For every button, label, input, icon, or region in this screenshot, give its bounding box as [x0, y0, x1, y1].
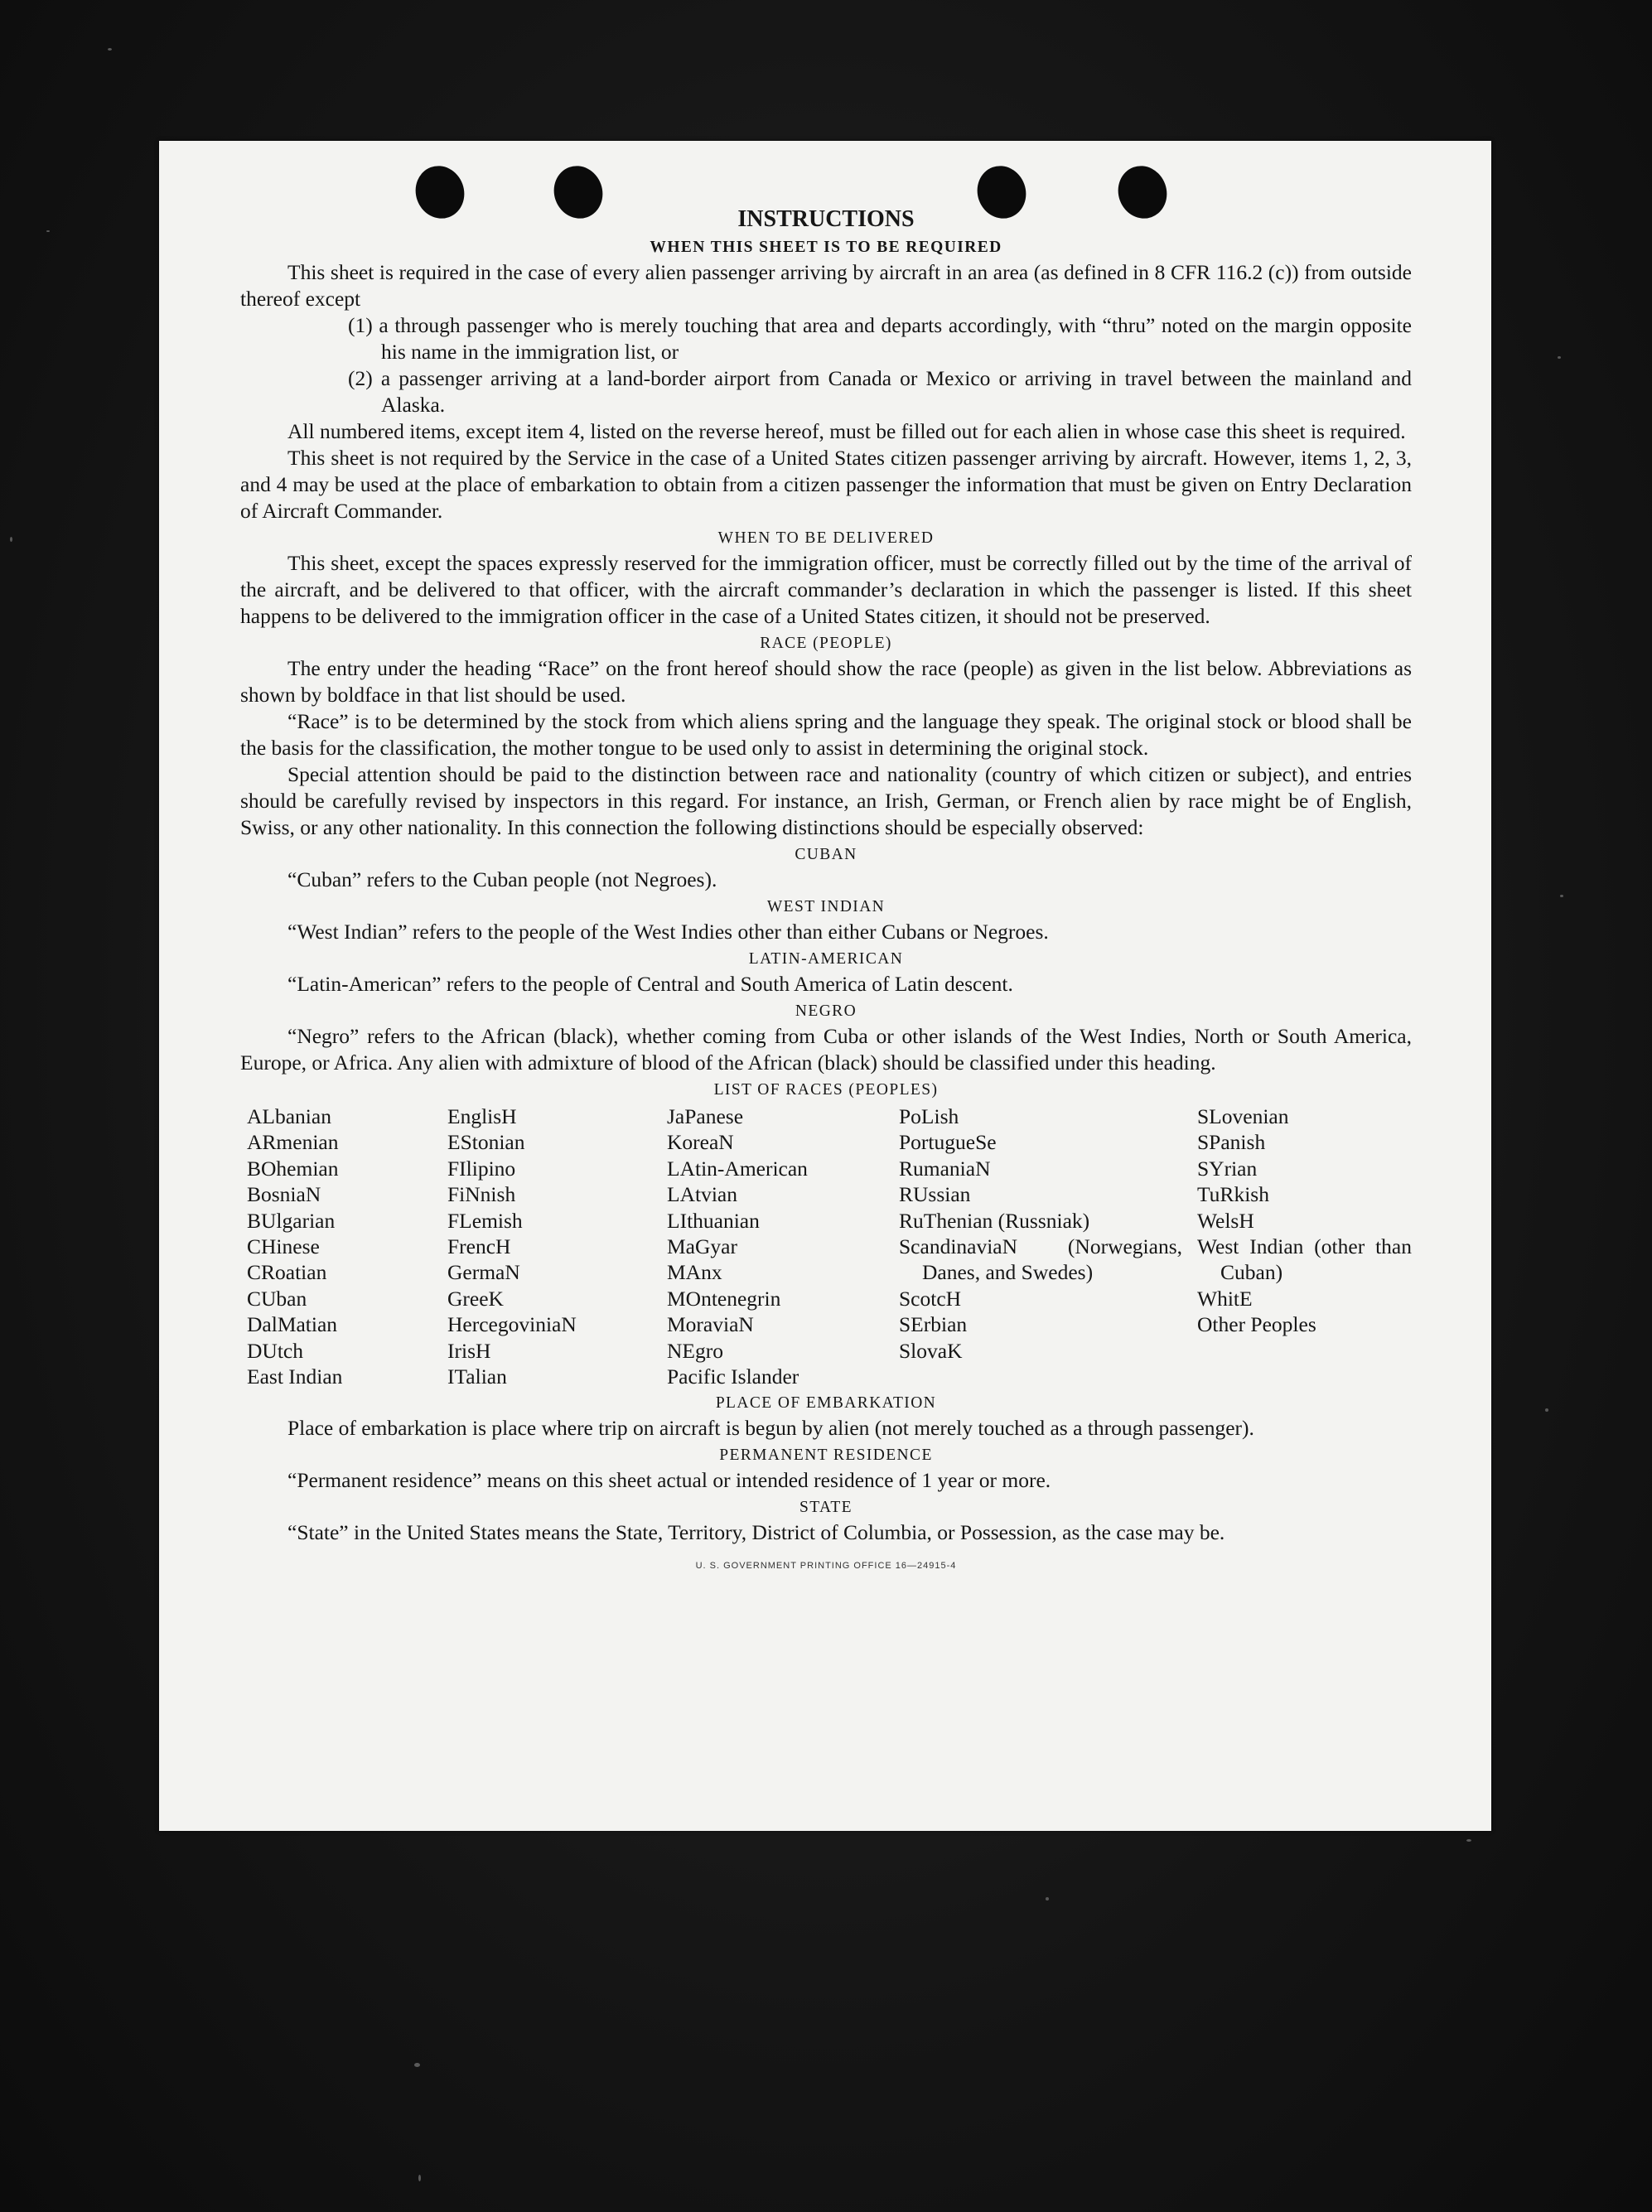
race-entry: CHinese	[247, 1234, 320, 1259]
race-entry: IrisH	[447, 1338, 491, 1363]
section-heading-latin-american: LATIN-AMERICAN	[748, 950, 904, 968]
race-entry: ScandinaviaN (Norwegians, Danes, and Swedes)	[899, 1234, 1182, 1285]
dust-speck	[108, 48, 112, 51]
dust-speck	[1560, 895, 1563, 897]
section-heading-state: STATE	[799, 1499, 853, 1517]
exception-item-1: (1) a through passenger who is merely touching that area and departs accordingly, with “thru” noted on the margin opposite his name in the immigration list, or	[348, 313, 1412, 364]
race-entry: LAtin-American	[667, 1156, 808, 1181]
race-entry: MAnx	[667, 1260, 722, 1285]
races-column-1	[240, 1104, 447, 1389]
races-list-table	[240, 1104, 1412, 1389]
race-entry: ITalian	[447, 1364, 507, 1389]
race-paragraph-2: “Race” is to be determined by the stock from which aliens spring and the language they speak. The original stock or blood shall be the basis for the classification, the mother tongue to be used only to assist in determining the original stock.	[240, 709, 1412, 760]
section-heading-cuban: CUBAN	[795, 846, 857, 863]
race-entry: WhitE	[1197, 1286, 1253, 1311]
race-entry: ScotcH	[899, 1286, 962, 1311]
race-entry: FiNnish	[447, 1182, 516, 1207]
section-heading-embarkation: PLACE OF EMBARKATION	[715, 1394, 937, 1413]
section-heading-west-indian: WEST INDIAN	[766, 898, 886, 915]
exception-item-2: (2) a passenger arriving at a land-border airport from Canada or Mexico or arriving in travel between the mainland and Alaska.	[348, 366, 1412, 417]
section-heading-races-list: LIST OF RACES (PEOPLES)	[713, 1081, 939, 1099]
state-paragraph: “State” in the United States means the State, Territory, District of Columbia, or Possession, as the case may be.	[287, 1520, 1225, 1545]
west-indian-paragraph: “West Indian” refers to the people of the West Indies other than either Cubans or Negroes.	[287, 920, 1049, 944]
race-entry: LIthuanian	[667, 1208, 760, 1233]
race-entry: EStonian	[447, 1130, 525, 1155]
cuban-paragraph: “Cuban” refers to the Cuban people (not Negroes).	[287, 867, 717, 891]
race-entry: ALbanian	[247, 1104, 331, 1128]
numbered-items-paragraph: All numbered items, except item 4, listed on the reverse hereof, must be filled out for each alien in whose case this sheet is required.	[287, 419, 1406, 443]
race-entry: BOhemian	[247, 1156, 339, 1181]
residence-paragraph: “Permanent residence” means on this sheet actual or intended residence of 1 year or more.	[287, 1468, 1051, 1493]
race-entry: GreeK	[447, 1286, 504, 1311]
race-entry: PoLish	[899, 1104, 959, 1128]
race-entry: DalMatian	[247, 1312, 338, 1337]
delivered-paragraph: This sheet, except the spaces expressly reserved for the immigration officer, must be correctly filled out by the time of the arrival of the aircraft, and be delivered to that officer, with the aircraft commander’s declaration in which the passenger is listed. If this sheet happens to be delivered to the immigration officer in the case of a United States citizen, it should not be preserved.	[240, 551, 1412, 628]
race-entry: SYrian	[1197, 1156, 1258, 1181]
races-column-2	[447, 1104, 667, 1389]
race-entry: RuThenian (Russniak)	[899, 1208, 1090, 1233]
section-heading-required: WHEN THIS SHEET IS TO BE REQUIRED	[650, 239, 1002, 256]
race-entry: Pacific Islander	[667, 1364, 799, 1389]
dust-speck	[10, 537, 12, 542]
race-entry: MaGyar	[667, 1234, 737, 1259]
negro-paragraph: “Negro” refers to the African (black), whether coming from Cuba or other islands of the West Indies, North or South America, Europe, or Africa. Any alien with admixture of blood of the African (black) should be classified under this heading.	[240, 1024, 1412, 1075]
race-entry: PortugueSe	[899, 1130, 997, 1155]
page-title: INSTRUCTIONS	[737, 206, 915, 232]
race-entry: WelsH	[1197, 1208, 1254, 1233]
races-column-3	[667, 1104, 899, 1389]
race-entry: RumaniaN	[899, 1156, 991, 1181]
race-entry: CUban	[247, 1286, 307, 1311]
race-entry: SlovaK	[899, 1338, 963, 1363]
race-entry: MOntenegrin	[667, 1286, 781, 1311]
dust-speck	[1046, 1897, 1049, 1900]
race-entry: CRoatian	[247, 1260, 327, 1285]
section-heading-residence: PERMANENT RESIDENCE	[719, 1446, 933, 1465]
race-entry: EnglisH	[447, 1104, 517, 1128]
race-entry: FLemish	[447, 1208, 523, 1233]
race-entry: MoraviaN	[667, 1312, 754, 1337]
race-entry: Other Peoples	[1197, 1312, 1316, 1337]
dust-speck	[418, 2175, 421, 2181]
race-paragraph-3: Special attention should be paid to the distinction between race and nationality (country of which citizen or subject), and entries should be carefully revised by inspectors in this regard. For instance, an Irish, German, or French alien by race might be of English, Swiss, or any other nationality. In this connection the following distinctions should be especially observed:	[240, 762, 1412, 839]
embarkation-paragraph: Place of embarkation is place where trip on aircraft is begun by alien (not merely touched as a through passenger).	[287, 1416, 1254, 1441]
section-heading-delivered: WHEN TO BE DELIVERED	[717, 529, 935, 547]
race-entry: KoreaN	[667, 1130, 734, 1155]
dust-speck	[414, 2063, 420, 2067]
race-entry: TuRkish	[1197, 1182, 1269, 1207]
race-entry: NEgro	[667, 1338, 723, 1363]
printing-office-footer: U. S. GOVERNMENT PRINTING OFFICE 16—24915-4	[695, 1561, 957, 1572]
race-entry: JaPanese	[667, 1104, 744, 1128]
race-entry: LAtvian	[667, 1182, 737, 1207]
races-column-4	[899, 1104, 1197, 1389]
instructions-body	[240, 205, 1412, 1579]
race-entry: HercegoviniaN	[447, 1312, 577, 1337]
race-entry: SErbian	[899, 1312, 968, 1337]
race-paragraph-1: The entry under the heading “Race” on the front hereof should show the race (people) as given in the list below. Abbreviations as shown by boldface in that list should be used.	[240, 656, 1412, 707]
section-heading-negro: NEGRO	[795, 1002, 857, 1020]
dust-speck	[1545, 1408, 1548, 1412]
race-entry: DUtch	[247, 1338, 303, 1363]
instruction-sheet	[159, 141, 1491, 1831]
races-column-5	[1197, 1104, 1412, 1389]
race-entry: BUlgarian	[247, 1208, 336, 1233]
race-entry: RUssian	[899, 1182, 971, 1207]
dust-speck	[1558, 356, 1561, 359]
race-entry: SPanish	[1197, 1130, 1266, 1155]
required-intro: This sheet is required in the case of every alien passenger arriving by aircraft in an area (as defined in 8 CFR 116.2 (c)) from outside thereof except	[240, 260, 1412, 311]
race-entry: FrencH	[447, 1234, 511, 1259]
race-entry: BosniaN	[247, 1182, 321, 1207]
latin-american-paragraph: “Latin-American” refers to the people of Central and South America of Latin descent.	[287, 972, 1013, 996]
citizen-paragraph: This sheet is not required by the Service in the case of a United States citizen passenger arriving by aircraft. However, items 1, 2, 3, and 4 may be used at the place of embarkation to obtain from a citizen passenger the information that must be given on Entry Declaration of Aircraft Commander.	[240, 446, 1412, 523]
section-heading-race: RACE (PEOPLE)	[760, 635, 892, 652]
dust-speck	[46, 230, 50, 232]
race-entry: East Indian	[247, 1364, 343, 1389]
dust-speck	[1466, 1839, 1471, 1842]
race-entry: FIlipino	[447, 1156, 516, 1181]
race-entry: GermaN	[447, 1260, 520, 1285]
race-entry: ARmenian	[247, 1130, 339, 1155]
race-entry: SLovenian	[1197, 1104, 1289, 1128]
race-entry: West Indian (other than Cuban)	[1197, 1234, 1412, 1285]
